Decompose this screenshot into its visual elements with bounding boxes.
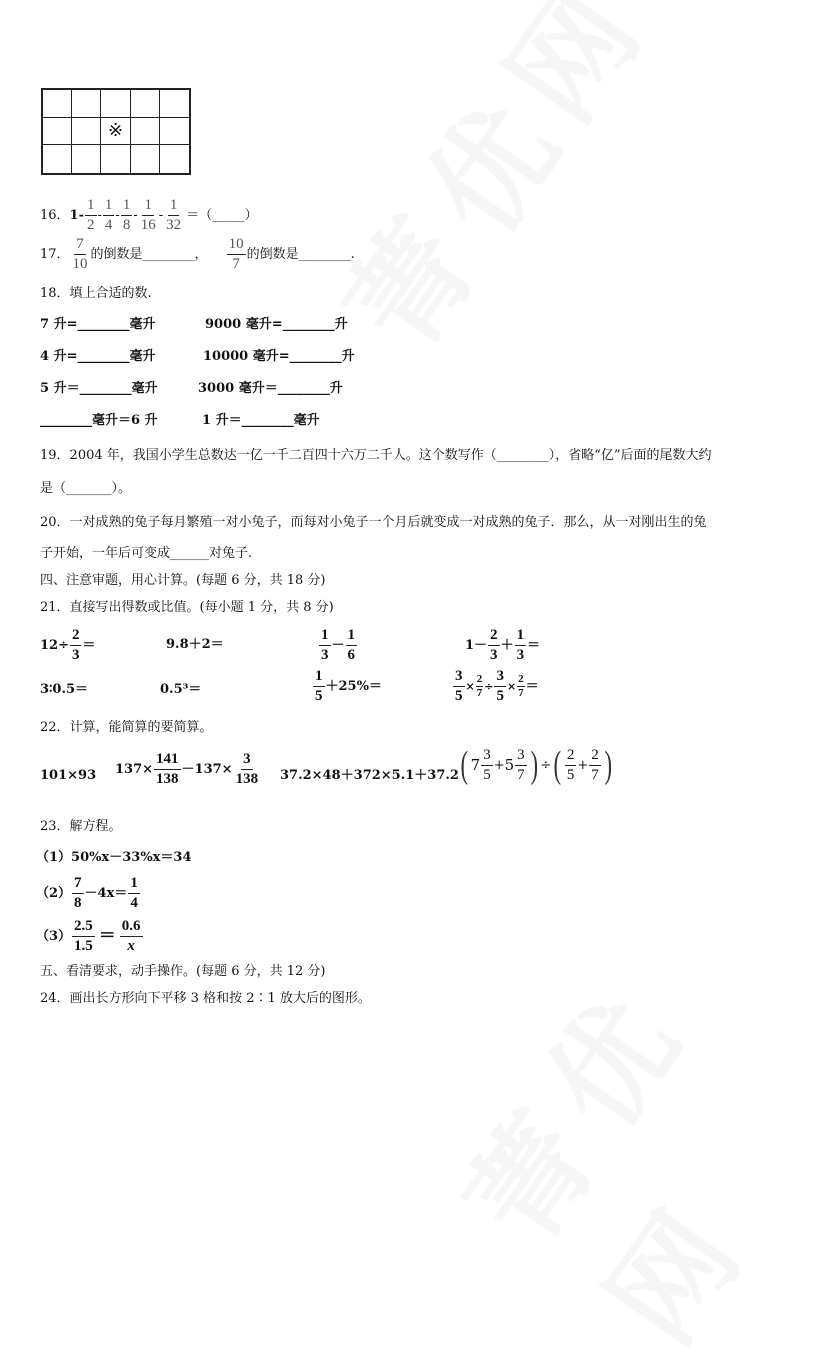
q18-r1-right: 9000 毫升=________升 (205, 317, 348, 332)
watermark (300, 0, 682, 379)
q22-a: 101×93 (40, 768, 97, 783)
q23-equation-3: （3） $\frac{2.5}{1.5}$ ＝ $\frac{0.6}{x}$ (36, 918, 141, 954)
q22-d: ( 7 $\frac{3}{5}$ + 5 $\frac{3}{7}$ ) ÷ ( $\frac{2}{5}$ + $\frac{2}{7}$ ) (460, 744, 612, 786)
q16-frac-3: $\frac{1}{8}$ (122, 197, 131, 233)
q16-number: 16． (40, 208, 70, 223)
question-19-line-1: 19．2004 年，我国小学生总数达一亿一千二百四十六万二千人。这个数写作（________），省略“亿”后面的尾数大约 (40, 448, 712, 463)
q16-lead: 1- (69, 208, 84, 223)
q17-text-2: 的倒数是________. (246, 247, 355, 262)
q18-r2-left: 4 升=________毫升 (40, 349, 156, 364)
q16-frac-5: $\frac{1}{32}$ (166, 197, 182, 233)
q16-tail: ＝（_____） (186, 208, 258, 223)
q16-frac-2: $\frac{1}{4}$ (104, 197, 113, 233)
q21-c: $\frac{1}{3}$ － $\frac{1}{6}$ (321, 627, 356, 663)
section-4-heading: 四、注意审题，用心计算。(每题 6 分，共 18 分) (40, 573, 326, 588)
q18-r4-left: ________毫升＝6 升 (40, 413, 158, 428)
q17-frac-2: $\frac{10}{7}$ (228, 236, 244, 272)
question-19-line-2: 是（_______）。 (40, 481, 132, 496)
q21-a: 12÷ $\frac{2}{3}$ ＝ (40, 627, 96, 663)
q18-r2-right: 10000 毫升=________升 (203, 349, 355, 364)
q22-b: 137× $\frac{141}{138}$ －137× $\frac{3}{138}$ (115, 751, 259, 787)
q18-r1-left: 7 升=________毫升 (40, 317, 156, 332)
q23-equation-1: （1）50%x－33%x＝34 (36, 850, 192, 865)
question-20-line-1: 20．一对成熟的兔子每月繁殖一对小兔子，而每对小兔子一个月后就变成一对成熟的兔子．那么，从一对刚出生的兔 (40, 515, 707, 530)
question-20-line-2: 子开始，一年后可变成______对兔子. (40, 546, 253, 561)
watermark-bottom (420, 838, 830, 1371)
section-5-heading: 五、看清要求，动手操作。(每题 6 分，共 12 分) (40, 964, 326, 979)
question-18-title: 18．填上合适的数. (40, 286, 152, 301)
q21-d: 1－ $\frac{2}{3}$ ＋ $\frac{1}{3}$ ＝ (465, 627, 541, 663)
star-mark: ※ (101, 118, 130, 146)
q17-text-1: 的倒数是________， (90, 247, 208, 262)
q18-r3-right: 3000 毫升＝________升 (198, 381, 343, 396)
q16-frac-1: $\frac{1}{2}$ (87, 197, 95, 233)
q21-f: 0.5³＝ (160, 682, 202, 697)
q21-h: $\frac{3}{5}$ × $\frac{2}{7}$ ÷ $\frac{3}{5}$ × $\frac{2}{7}$ ＝ (455, 668, 539, 704)
q17-frac-1: $\frac{7}{10}$ (72, 236, 88, 272)
question-21-title: 21．直接写出得数或比值。(每小题 1 分，共 8 分) (40, 600, 334, 615)
q21-b: 9.8＋2＝ (166, 637, 224, 652)
question-17 (40, 237, 355, 272)
q17-number: 17． (40, 247, 70, 262)
q21-e: 3∶0.5＝ (40, 682, 89, 697)
q23-equation-2: （2） $\frac{7}{8}$ －4x＝ $\frac{1}{4}$ (36, 875, 138, 911)
q18-r3-left: 5 升＝________毫升 (40, 381, 158, 396)
q22-c: 37.2×48＋372×5.1＋37.2 (280, 768, 459, 783)
q18-r4-right: 1 升＝________毫升 (202, 413, 320, 428)
question-22-title: 22．计算，能简算的要简算。 (40, 720, 213, 735)
question-24: 24．画出长方形向下平移 3 格和按 2∶1 放大后的图形。 (40, 991, 371, 1006)
q21-g: $\frac{1}{5}$ ＋25%＝ (315, 668, 382, 704)
q16-frac-4: $\frac{1}{16}$ (140, 197, 156, 233)
question-16: 16． 1- $\frac{1}{2}$ - $\frac{1}{4}$ - $\frac{1}{8}$ - $\frac{1}{16}$ - $\frac{1}{32}$ ＝（_____） (40, 197, 258, 233)
grid-figure (41, 88, 191, 175)
question-23-title: 23．解方程。 (40, 819, 122, 834)
